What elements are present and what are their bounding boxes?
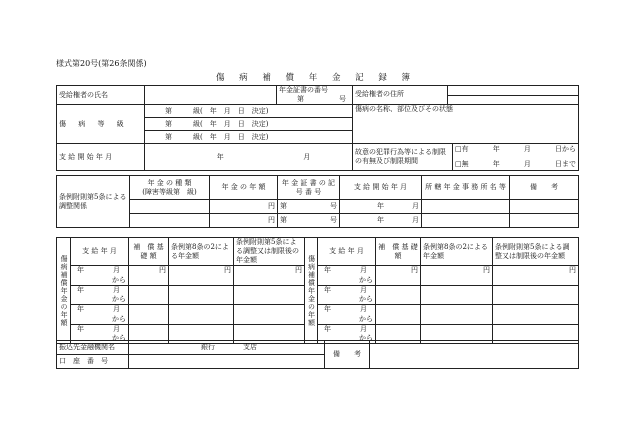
form-title: 傷 病 補 償 年 金 記 録 簿 xyxy=(215,73,417,83)
article-right-3[interactable] xyxy=(421,305,493,325)
r-month-2: 月 xyxy=(523,160,531,168)
pension-amount-2[interactable] xyxy=(210,214,278,228)
y: 年 xyxy=(324,324,331,333)
col-pension-type-text: 年 金 の 種 類 xyxy=(147,178,192,187)
m: 月 xyxy=(113,266,120,275)
grade-label: 傷 病 等 級 xyxy=(57,105,145,144)
r-until: 日まで xyxy=(555,160,576,168)
from-left-3: から xyxy=(71,315,129,325)
note-2[interactable] xyxy=(510,214,579,228)
base-left-3[interactable] xyxy=(129,305,169,325)
period-left-1[interactable] xyxy=(71,266,129,276)
col-period-left: 支 給 年 月 xyxy=(71,238,129,266)
col-article-right: 条例第8条の2による年金額 xyxy=(421,238,493,266)
period-right-2[interactable] xyxy=(318,285,376,295)
yen-unit: 円 xyxy=(569,266,576,274)
col-adjusted-right: 条例附則第5条による調整又は制限後の年金額 xyxy=(493,238,579,266)
year-2: 年 xyxy=(377,216,384,224)
period-left-4[interactable] xyxy=(71,324,129,334)
yen-unit: 円 xyxy=(483,266,490,274)
base-left-2[interactable] xyxy=(129,285,169,305)
col-note: 備 考 xyxy=(510,176,579,200)
adjustment-table xyxy=(56,175,579,228)
go-1: 号 xyxy=(330,202,337,210)
base-right-3[interactable] xyxy=(376,305,421,325)
col-base-right: 補 償 基 礎 額 xyxy=(376,238,421,266)
account-label: 口 座 番 号 xyxy=(57,355,129,369)
m: 月 xyxy=(360,305,367,314)
office-1[interactable] xyxy=(422,200,510,214)
period-left-3[interactable] xyxy=(71,305,129,315)
pension-type-2[interactable] xyxy=(130,214,210,228)
col-pension-type-sub: (障害等級第 級) xyxy=(142,187,197,196)
col-adjusted-left: 条例附則第5条による調整又は制限後の年金額 xyxy=(234,238,305,266)
note-1[interactable] xyxy=(510,200,579,214)
recipient-info-table xyxy=(56,85,579,171)
recipient-name-label: 受給権者の氏名 xyxy=(57,86,145,105)
article-left-2[interactable] xyxy=(169,285,234,305)
dai-1: 第 xyxy=(280,202,287,210)
grade-line-2[interactable]: 第 級( 年 月 日 決定) xyxy=(145,118,353,131)
start-date-1[interactable] xyxy=(340,200,422,214)
injury-label: 傷病の名称、部位及びその状態 xyxy=(355,105,453,113)
from-left-1: から xyxy=(71,276,129,286)
remarks-label: 備 考 xyxy=(325,341,370,369)
r-year-2: 年 xyxy=(492,160,500,168)
cert-number-2[interactable] xyxy=(278,214,340,228)
y: 年 xyxy=(77,324,84,333)
from-right-2: から xyxy=(318,295,376,305)
m: 月 xyxy=(113,305,120,314)
yen-unit: 円 xyxy=(224,266,231,274)
from-right-1: から xyxy=(318,276,376,286)
remarks-field[interactable] xyxy=(370,341,579,369)
adjusted-left-1[interactable] xyxy=(234,266,305,286)
address-label: 受給権者の住所 xyxy=(353,86,448,104)
y: 年 xyxy=(77,285,84,294)
recipient-name-field[interactable] xyxy=(145,86,277,105)
cert-number-1[interactable] xyxy=(278,200,340,214)
m: 月 xyxy=(113,324,120,333)
period-right-1[interactable] xyxy=(318,266,376,276)
injury-field[interactable] xyxy=(353,105,579,144)
article-right-1[interactable] xyxy=(421,266,493,286)
pension-type-1[interactable] xyxy=(130,200,210,214)
restriction-field[interactable] xyxy=(453,144,579,171)
from-left-4: から xyxy=(71,334,129,344)
restriction-no[interactable]: □無 xyxy=(455,160,469,168)
col-article-left: 条例第8条の2による年金額 xyxy=(169,238,234,266)
restriction-yes[interactable]: □有 xyxy=(455,145,469,153)
annual-amount-table xyxy=(56,237,579,344)
start-date-field[interactable] xyxy=(145,144,353,171)
col-cert-number: 年 金 証 書 の 記 号 番 号 xyxy=(278,176,340,200)
certificate-label: 年金証書の番号 xyxy=(279,86,328,94)
address-field-1[interactable] xyxy=(448,86,578,96)
yen-unit: 円 xyxy=(295,266,302,274)
adjusted-right-1[interactable] xyxy=(493,266,579,286)
certificate-no: 第 xyxy=(297,95,304,103)
y: 年 xyxy=(324,266,331,275)
m: 月 xyxy=(360,324,367,333)
adjustment-label: 条例附則第5条による調整関係 xyxy=(57,176,130,228)
r-month-1: 月 xyxy=(523,145,531,153)
yen-unit: 円 xyxy=(268,216,275,224)
restriction-label: 故意の犯罪行為等による制限の有無及び制限期間 xyxy=(353,144,453,171)
certificate-go: 号 xyxy=(339,95,346,103)
address-field-2[interactable] xyxy=(448,96,578,104)
col-office: 所 轄 年 金 事 務 所 名 等 xyxy=(422,176,510,200)
r-from: 日から xyxy=(555,145,576,153)
article-right-2[interactable] xyxy=(421,285,493,305)
year-1: 年 xyxy=(377,202,384,210)
from-right-4: から xyxy=(318,334,376,344)
article-left-1[interactable] xyxy=(169,266,234,286)
yen-unit: 円 xyxy=(268,202,275,210)
adjusted-left-2[interactable] xyxy=(234,285,305,305)
y: 年 xyxy=(324,305,331,314)
yen-unit: 円 xyxy=(159,266,166,274)
base-right-2[interactable] xyxy=(376,285,421,305)
start-date-2[interactable] xyxy=(340,214,422,228)
dai-2: 第 xyxy=(280,216,287,224)
certificate-number-field[interactable] xyxy=(277,86,353,105)
pension-amount-1[interactable] xyxy=(210,200,278,214)
col-pension-amount: 年 金 の 年 額 xyxy=(210,176,278,200)
bank-table xyxy=(56,340,579,369)
month-1: 月 xyxy=(412,202,419,210)
y: 年 xyxy=(324,285,331,294)
start-month: 月 xyxy=(303,152,311,161)
grade-line-3[interactable]: 第 級( 年 月 日 決定) xyxy=(145,131,353,144)
bank-label: 振込先金融機関名 xyxy=(57,341,129,355)
go-2: 号 xyxy=(330,216,337,224)
adjusted-left-3[interactable] xyxy=(234,305,305,325)
from-right-3: から xyxy=(318,315,376,325)
grade-line-1[interactable]: 第 級( 年 月 日 決定) xyxy=(145,105,353,118)
yen-unit: 円 xyxy=(411,266,418,274)
bank-branch-text: 銀行 支店 xyxy=(201,343,257,351)
period-right-3[interactable] xyxy=(318,305,376,315)
base-right-1[interactable] xyxy=(376,266,421,286)
m: 月 xyxy=(360,285,367,294)
period-right-4[interactable] xyxy=(318,324,376,334)
y: 年 xyxy=(77,305,84,314)
account-field[interactable] xyxy=(129,355,325,369)
bank-field[interactable] xyxy=(129,341,325,355)
col-period-right: 支 給 年 月 xyxy=(318,238,376,266)
m: 月 xyxy=(360,266,367,275)
form-number: 様式第20号(第26条関係) xyxy=(56,59,147,68)
m: 月 xyxy=(113,285,120,294)
start-year: 年 xyxy=(216,152,224,161)
month-2: 月 xyxy=(412,216,419,224)
start-label: 支 給 開 始 年 月 xyxy=(57,144,145,171)
adjusted-right-3[interactable] xyxy=(493,305,579,325)
r-year-1: 年 xyxy=(492,145,500,153)
col-pension-type xyxy=(130,176,210,200)
y: 年 xyxy=(77,266,84,275)
base-left-1[interactable] xyxy=(129,266,169,286)
col-start-date: 支 給 開 始 年 月 xyxy=(340,176,422,200)
adjusted-right-2[interactable] xyxy=(493,285,579,305)
article-left-3[interactable] xyxy=(169,305,234,325)
annual-amount-label-left: 傷病補償年金の年額 xyxy=(57,238,71,344)
period-left-2[interactable] xyxy=(71,285,129,295)
annual-amount-label-right: 傷病補償年金の年額 xyxy=(305,238,318,344)
from-left-2: から xyxy=(71,295,129,305)
office-2[interactable] xyxy=(422,214,510,228)
col-base-left: 補 償 基 礎 額 xyxy=(129,238,169,266)
